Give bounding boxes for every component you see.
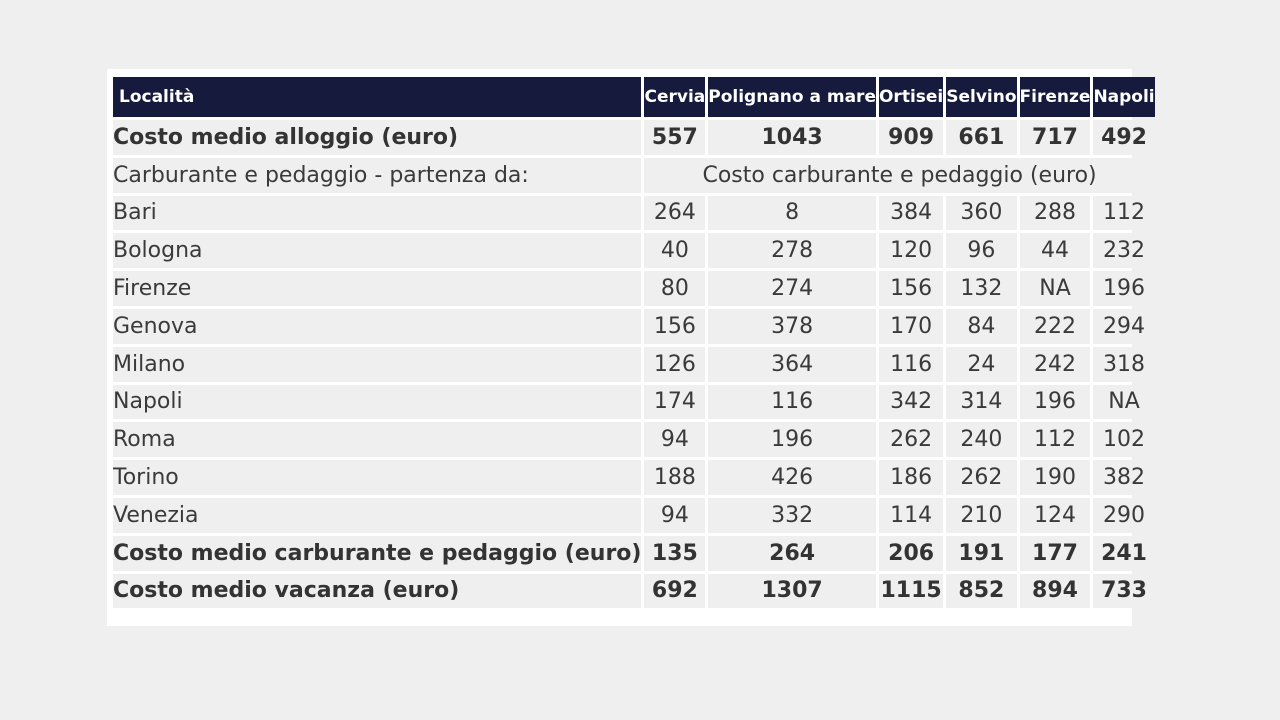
table-row <box>113 196 1155 231</box>
cell-value: 264 <box>708 536 876 571</box>
cell-value: 112 <box>1093 196 1154 231</box>
cell-value: 132 <box>946 271 1016 306</box>
cell-value: 190 <box>1020 460 1091 495</box>
cell-value: 894 <box>1020 574 1091 609</box>
cell-value: 290 <box>1093 498 1154 533</box>
cell-value: 116 <box>708 385 876 420</box>
cell-value: 382 <box>1093 460 1154 495</box>
cell-value: 692 <box>644 574 705 609</box>
cell-value: 274 <box>708 271 876 306</box>
vacanza-row <box>113 574 1155 609</box>
cell-value: 360 <box>946 196 1016 231</box>
cell-value: 186 <box>879 460 943 495</box>
departure-city: Venezia <box>113 498 641 533</box>
cell-value: 94 <box>644 498 705 533</box>
cell-value: 426 <box>708 460 876 495</box>
section-span-label: Costo carburante e pedaggio (euro) <box>644 158 1154 193</box>
cell-value: 342 <box>879 385 943 420</box>
cell-value: NA <box>1020 271 1091 306</box>
header-city-ortisei: Ortisei <box>879 77 943 117</box>
cell-value: 156 <box>879 271 943 306</box>
cell-value: 852 <box>946 574 1016 609</box>
cell-value: 196 <box>1093 271 1154 306</box>
cell-value: 733 <box>1093 574 1154 609</box>
cell-value: 1115 <box>879 574 943 609</box>
cell-value: 492 <box>1093 120 1154 155</box>
section-row <box>113 158 1155 193</box>
cell-value: 135 <box>644 536 705 571</box>
header-row <box>113 77 1155 117</box>
row-label: Costo medio alloggio (euro) <box>113 120 641 155</box>
cell-value: 241 <box>1093 536 1154 571</box>
row-label: Costo medio vacanza (euro) <box>113 574 641 609</box>
cell-value: 102 <box>1093 422 1154 457</box>
cell-value: 1307 <box>708 574 876 609</box>
cell-value: 40 <box>644 233 705 268</box>
cell-value: 191 <box>946 536 1016 571</box>
cell-value: 126 <box>644 347 705 382</box>
row-label: Costo medio carburante e pedaggio (euro) <box>113 536 641 571</box>
cell-value: 661 <box>946 120 1016 155</box>
cell-value: 114 <box>879 498 943 533</box>
cell-value: 262 <box>879 422 943 457</box>
cell-value: 196 <box>708 422 876 457</box>
cell-value: 262 <box>946 460 1016 495</box>
table-card <box>107 69 1155 626</box>
cell-value: NA <box>1093 385 1154 420</box>
cell-value: 124 <box>1020 498 1091 533</box>
departure-city: Firenze <box>113 271 641 306</box>
cell-value: 232 <box>1093 233 1154 268</box>
carburante-avg-row <box>113 536 1155 571</box>
alloggio-row <box>113 120 1155 155</box>
cell-value: 188 <box>644 460 705 495</box>
cell-value: 8 <box>708 196 876 231</box>
table-row <box>113 347 1155 382</box>
cell-value: 96 <box>946 233 1016 268</box>
cell-value: 264 <box>644 196 705 231</box>
cell-value: 24 <box>946 347 1016 382</box>
cell-value: 557 <box>644 120 705 155</box>
cell-value: 332 <box>708 498 876 533</box>
cell-value: 318 <box>1093 347 1154 382</box>
departure-city: Bologna <box>113 233 641 268</box>
cell-value: 278 <box>708 233 876 268</box>
holiday-cost-table <box>110 74 1158 611</box>
cell-value: 314 <box>946 385 1016 420</box>
cell-value: 294 <box>1093 309 1154 344</box>
cell-value: 206 <box>879 536 943 571</box>
departure-city: Napoli <box>113 385 641 420</box>
cell-value: 174 <box>644 385 705 420</box>
cell-value: 156 <box>644 309 705 344</box>
cell-value: 717 <box>1020 120 1091 155</box>
cell-value: 364 <box>708 347 876 382</box>
cell-value: 44 <box>1020 233 1091 268</box>
departure-city: Roma <box>113 422 641 457</box>
table-row <box>113 271 1155 306</box>
header-city-napoli: Napoli <box>1093 77 1154 117</box>
table-row <box>113 498 1155 533</box>
cell-value: 84 <box>946 309 1016 344</box>
cell-value: 94 <box>644 422 705 457</box>
cell-value: 909 <box>879 120 943 155</box>
departure-city: Genova <box>113 309 641 344</box>
table-row <box>113 233 1155 268</box>
cell-value: 196 <box>1020 385 1091 420</box>
cell-value: 116 <box>879 347 943 382</box>
cell-value: 80 <box>644 271 705 306</box>
section-label: Carburante e pedaggio - partenza da: <box>113 158 641 193</box>
table-row <box>113 385 1155 420</box>
departure-city: Bari <box>113 196 641 231</box>
header-city-cervia: Cervia <box>644 77 705 117</box>
cell-value: 177 <box>1020 536 1091 571</box>
departure-city: Milano <box>113 347 641 382</box>
table-row <box>113 460 1155 495</box>
cell-value: 170 <box>879 309 943 344</box>
table-row <box>113 309 1155 344</box>
cell-value: 222 <box>1020 309 1091 344</box>
cell-value: 384 <box>879 196 943 231</box>
cell-value: 210 <box>946 498 1016 533</box>
cell-value: 1043 <box>708 120 876 155</box>
cell-value: 378 <box>708 309 876 344</box>
departure-city: Torino <box>113 460 641 495</box>
header-localita: Località <box>113 77 641 117</box>
cell-value: 242 <box>1020 347 1091 382</box>
cell-value: 240 <box>946 422 1016 457</box>
cell-value: 120 <box>879 233 943 268</box>
header-city-selvino: Selvino <box>946 77 1016 117</box>
cell-value: 112 <box>1020 422 1091 457</box>
header-city-firenze: Firenze <box>1020 77 1091 117</box>
cell-value: 288 <box>1020 196 1091 231</box>
table-row <box>113 422 1155 457</box>
header-city-polignano: Polignano a mare <box>708 77 876 117</box>
